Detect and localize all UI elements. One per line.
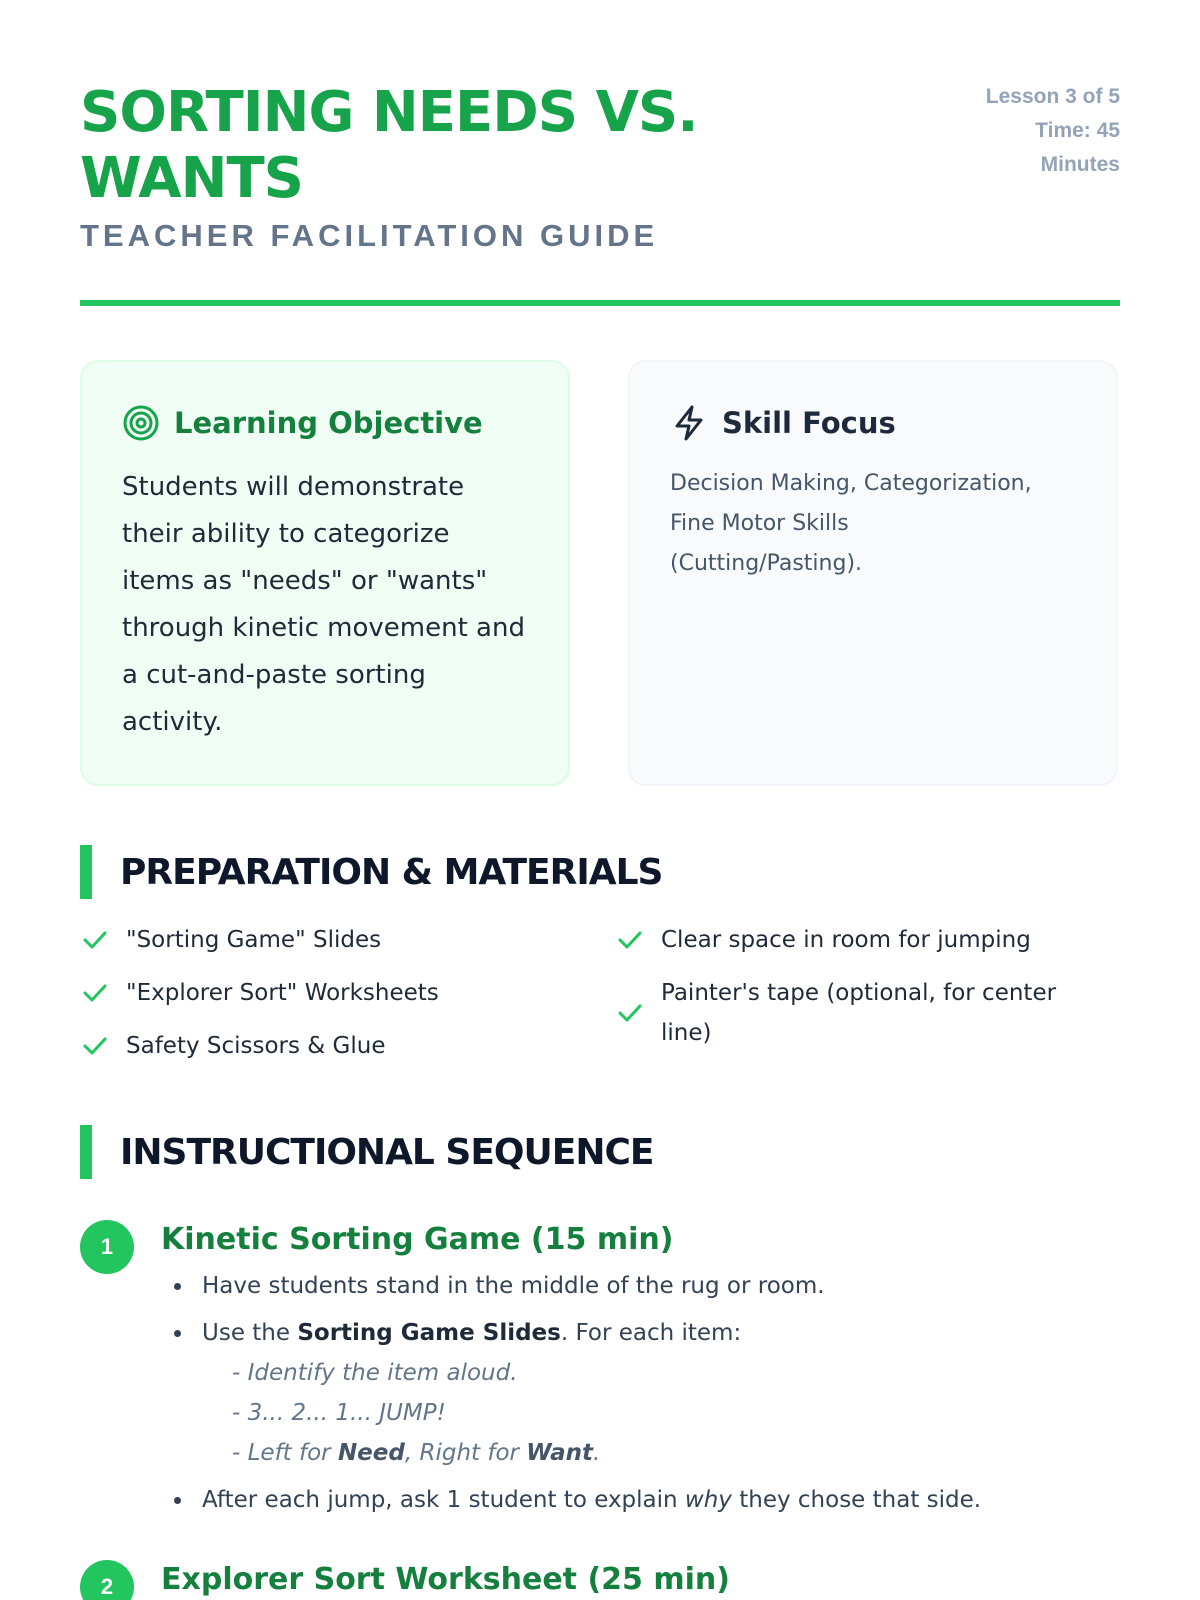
sub-step: - Identify the item aloud. xyxy=(232,1360,518,1386)
step-bullet xyxy=(174,1313,1114,1473)
sequence-heading xyxy=(80,1125,654,1179)
page-title: SORTING NEEDS VS. WANTS xyxy=(80,80,698,211)
bullet-dot xyxy=(174,1497,181,1504)
checkmark-icon xyxy=(80,1031,110,1061)
step-number-badge: 2 xyxy=(80,1560,134,1600)
lesson-meta xyxy=(940,80,1120,182)
material-label: Painter's tape (optional, for center line) xyxy=(661,980,1057,1046)
learning-objective-title: Learning Objective xyxy=(174,406,483,440)
lesson-number: Lesson 3 of 5 xyxy=(985,85,1120,108)
material-item xyxy=(615,973,1095,1053)
objective-line: a cut-and-paste sorting xyxy=(122,660,426,690)
step-number-badge: 1 xyxy=(80,1220,134,1274)
material-item xyxy=(80,1026,560,1066)
step-title: Explorer Sort Worksheet (25 min) xyxy=(161,1562,730,1597)
objective-line: through kinetic movement and xyxy=(122,613,525,643)
objective-line: their ability to categorize xyxy=(122,519,450,549)
header-divider xyxy=(80,300,1120,306)
sub-step-pre: - Left for xyxy=(232,1440,338,1466)
material-item xyxy=(80,920,560,960)
bullet-text-pre: After each jump, ask 1 student to explain xyxy=(202,1487,685,1513)
skill-line: Fine Motor Skills xyxy=(670,511,849,536)
lightning-icon xyxy=(670,404,708,442)
objective-line: Students will demonstrate xyxy=(122,472,465,502)
objective-line: activity. xyxy=(122,707,223,737)
sub-step: - 3... 2... 1... JUMP! xyxy=(232,1400,446,1426)
bullet-dot xyxy=(174,1283,181,1290)
bullet-text-bold: Sorting Game Slides xyxy=(297,1320,561,1346)
sub-step-need: Need xyxy=(337,1440,405,1466)
section-accent-bar xyxy=(80,845,92,899)
materials-column-left xyxy=(80,920,560,1079)
step-title: Kinetic Sorting Game (15 min) xyxy=(161,1222,674,1257)
checkmark-icon xyxy=(80,978,110,1008)
lesson-time: Time: 45 xyxy=(1035,119,1120,142)
bullet-text-emphasis: why xyxy=(684,1487,732,1513)
objective-line: items as "needs" or "wants" xyxy=(122,566,488,596)
page-subtitle: TEACHER FACILITATION GUIDE xyxy=(80,218,659,253)
bullet-text-pre: Use the xyxy=(202,1320,298,1346)
section-accent-bar xyxy=(80,1125,92,1179)
sub-step-mid: , Right for xyxy=(404,1440,527,1466)
skill-line: (Cutting/Pasting). xyxy=(670,551,863,576)
learning-objective-text xyxy=(122,464,528,746)
material-item xyxy=(615,920,1095,960)
sub-step-want: Want xyxy=(526,1440,593,1466)
step-bullet xyxy=(174,1480,1114,1520)
material-label: Clear space in room for jumping xyxy=(661,927,1031,953)
sub-step-post: . xyxy=(593,1440,601,1466)
bullet-text-post: they chose that side. xyxy=(731,1487,982,1513)
target-icon xyxy=(122,404,160,442)
materials-column-right xyxy=(615,920,1095,1066)
bullet-text-post: . For each item: xyxy=(560,1320,742,1346)
skill-focus-title: Skill Focus xyxy=(722,406,896,440)
skill-focus-text xyxy=(670,464,1076,584)
learning-objective-header xyxy=(122,404,528,442)
material-item xyxy=(80,973,560,1013)
step-bullet xyxy=(174,1266,1114,1306)
checkmark-icon xyxy=(80,925,110,955)
page-header xyxy=(80,80,1120,254)
preparation-heading xyxy=(80,845,662,899)
skill-focus-card xyxy=(628,360,1118,786)
sequence-title: INSTRUCTIONAL SEQUENCE xyxy=(120,1131,654,1173)
preparation-title: PREPARATION & MATERIALS xyxy=(120,851,663,893)
learning-objective-card xyxy=(80,360,570,786)
material-label: Safety Scissors & Glue xyxy=(126,1033,386,1059)
bullet-dot xyxy=(174,1330,181,1337)
material-label: "Explorer Sort" Worksheets xyxy=(126,980,439,1006)
material-label: "Sorting Game" Slides xyxy=(126,927,382,953)
sub-step xyxy=(232,1433,1114,1473)
skill-focus-header xyxy=(670,404,1076,442)
bullet-text: Have students stand in the middle of the rug or room. xyxy=(202,1273,825,1299)
step-bullets xyxy=(174,1266,1114,1527)
sub-steps xyxy=(232,1353,1114,1473)
lesson-time-unit: Minutes xyxy=(1040,153,1120,176)
checkmark-icon xyxy=(615,925,645,955)
checkmark-icon xyxy=(615,998,645,1028)
skill-line: Decision Making, Categorization, xyxy=(670,471,1032,496)
